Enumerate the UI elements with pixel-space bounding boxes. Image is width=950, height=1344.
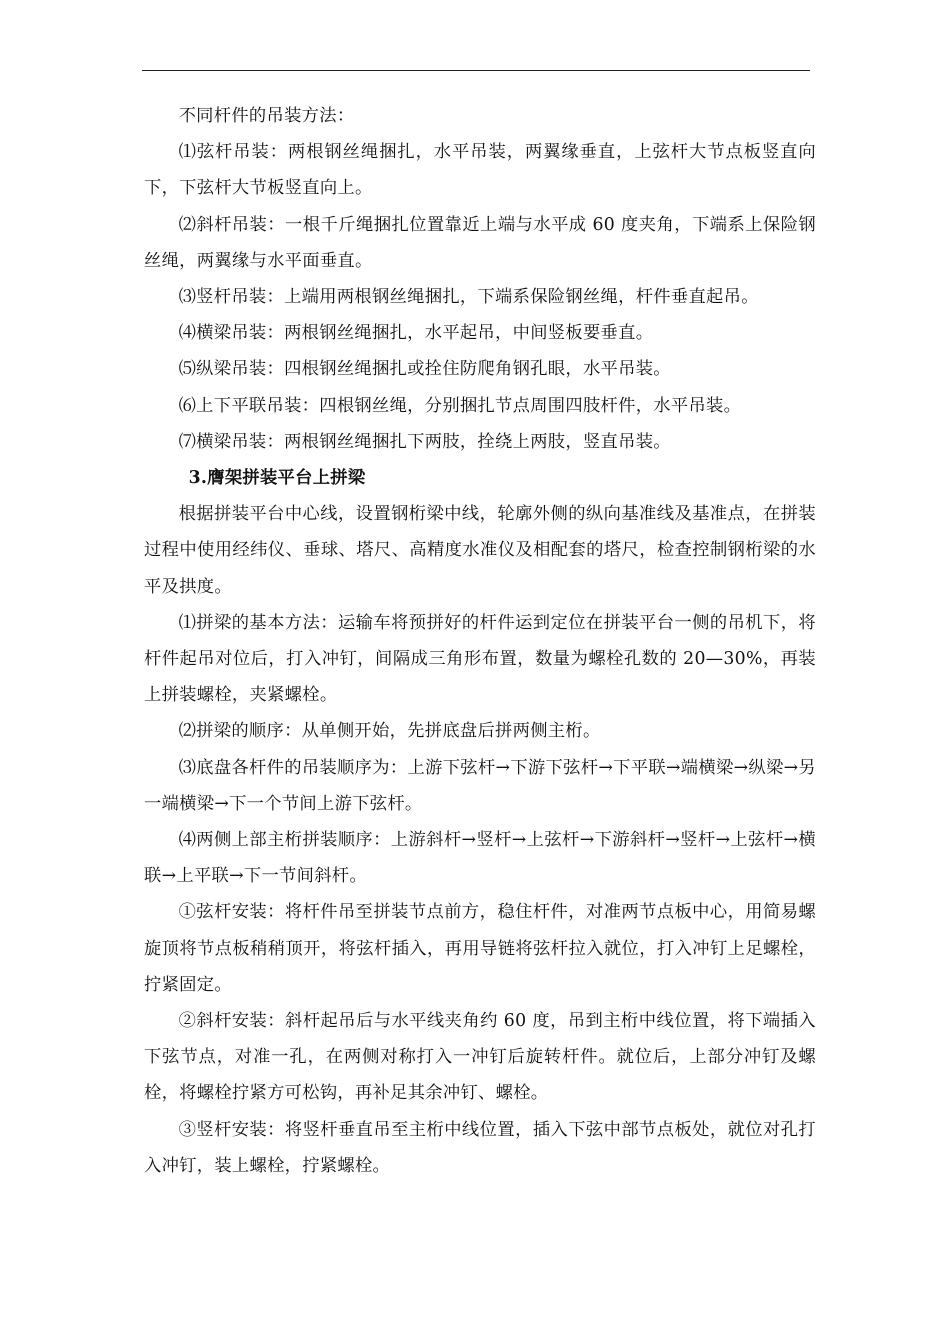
paragraph-crossbeam-lifting: ⑷横梁吊装：两根钢丝绳捆扎，水平起吊，中间竖板要垂直。 <box>178 323 654 344</box>
paragraph-vertical-install: ③竖杆安装：将竖杆垂直吊至主桁中线位置，插入下弦中部节点板处，就位对孔打入冲钉，装上螺栓，拧紧螺栓。 <box>144 1119 816 1176</box>
paragraph-diagonal-install: ②斜杆安装：斜杆起吊后与水平线夹角约 60 度，吊到主桁中线位置，将下端插入下弦节点，对准一孔，在两侧对称打入一冲钉后旋转杆件。就位后，上部分冲钉及螺栓，将螺栓拧紧方可松钩，再补足其余冲钉、螺栓。 <box>144 1011 816 1104</box>
paragraph-crossbeam-lifting-2: ⑺横梁吊装：两根钢丝绳捆扎下两肢，拴绕上两肢，竖直吊装。 <box>178 431 671 452</box>
paragraph-main-truss-sequence: ⑷两侧上部主桁拼装顺序：上游斜杆→竖杆→上弦杆→下游斜杆→竖杆→上弦杆→横联→上平联→下一节间斜杆。 <box>144 830 816 887</box>
paragraph-vertical-lifting: ⑶竖杆吊装：上端用两根钢丝绳捆扎，下端系保险钢丝绳，杆件垂直起吊。 <box>178 287 759 308</box>
paragraph-lateral-bracing-lifting: ⑹上下平联吊装：四根钢丝绳，分别捆扎节点周围四肢杆件，水平吊装。 <box>178 395 742 416</box>
paragraph-chassis-sequence: ⑶底盘各杆件的吊装顺序为：上游下弦杆→下游下弦杆→下平联→端横梁→纵梁→另一端横梁→下一个节间上游下弦杆。 <box>144 757 816 814</box>
paragraph-chord-install: ①弦杆安装：将杆件吊至拼装节点前方，稳住杆件，对准两节点板中心，用简易螺旋顶将节点板稍稍顶开，将弦杆插入，再用导链将弦杆拉入就位，打入冲钉上足螺栓，拧紧固定。 <box>144 902 816 995</box>
paragraph-chord-lifting: ⑴弦杆吊装：两根钢丝绳捆扎，水平吊装，两翼缘垂直，上弦杆大节点板竖直向下，下弦杆大节板竖直向上。 <box>144 142 816 199</box>
paragraph-intro: 不同杆件的吊装方法： <box>178 106 355 126</box>
header-rule <box>142 70 810 71</box>
paragraph-assembly-order: ⑵拼梁的顺序：从单侧开始，先拼底盘后拼两侧主桁。 <box>178 721 601 742</box>
paragraph-assembly-overview: 根据拼装平台中心线，设置钢桁梁中线，轮廓外侧的纵向基准线及基准点，在拼装过程中使用经纬仪、垂球、塔尺、高精度水准仪及相配套的塔尺，检查控制钢桁梁的水平及拱度。 <box>144 504 816 597</box>
section-heading: 3.膺架拼装平台上拼梁 <box>188 468 366 489</box>
paragraph-basic-method: ⑴拼梁的基本方法：运输车将预拼好的杆件运到定位在拼装平台一侧的吊机下，将杆件起吊对位后，打入冲钉，间隔成三角形布置，数量为螺栓孔数的 20—30%，再装上拼装螺栓，夹紧螺栓。 <box>144 612 816 706</box>
document-body <box>144 98 816 1184</box>
paragraph-diagonal-lifting: ⑵斜杆吊装：一根千斤绳捆扎位置靠近上端与水平成 60 度夹角，下端系上保险钢丝绳，两翼缘与水平面垂直。 <box>144 214 816 271</box>
paragraph-stringer-lifting: ⑸纵梁吊装：四根钢丝绳捆扎或拴住防爬角钢孔眼，水平吊装。 <box>178 359 671 380</box>
